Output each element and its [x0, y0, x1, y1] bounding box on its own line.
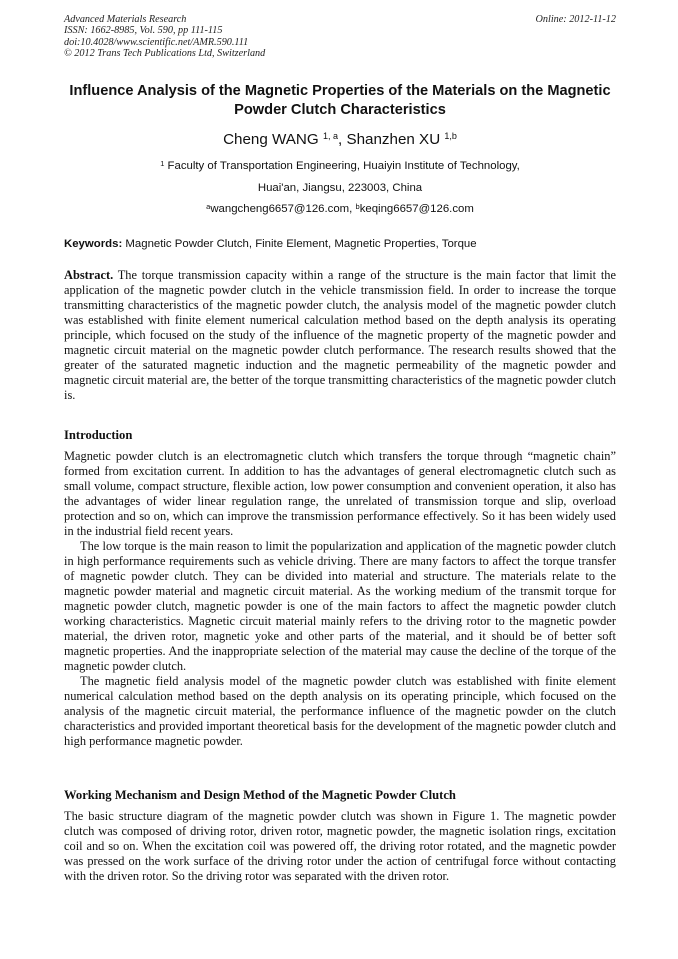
- intro-paragraph-2: The low torque is the main reason to limit the popularization and application of the magnetic powder clutch in high performance requirements such as vehicle driving. There are many factors to affect the torque transfer of magnetic powder clutch. They can be divided into material and structure. The materials relate to the magnetic powder material and magnetic circuit material. As the working medium of the transmit torque for magnetic powder clutch, magnetic powder is one of the main factors to affect the magnetic powder clutch working characteristics. Magnetic circuit material mainly refers to the driving rotor to the magnetic powder material, the driven rotor, magnetic yoke and other parts of the material, and it should be of better soft magnetic properties. And the inappropriate selection of the material may cause the decline of the torque of the magnetic powder clutch.: [64, 539, 616, 673]
- author-2-affil-sup: 1,b: [444, 131, 457, 141]
- email-a-sup: a: [206, 202, 211, 211]
- working-mechanism-heading: Working Mechanism and Design Method of the Magnetic Powder Clutch: [64, 788, 456, 802]
- working-paragraph-1: The basic structure diagram of the magnetic powder clutch was shown in Figure 1. The magnetic powder clutch was composed of driving rotor, driven rotor, magnetic powder, the magnetic isolation rings, excitation coil and so on. When the excitation coil was powered off, the driving rotor rotated, and the magnetic powder was pressed on the work surface of the driving rotor under the action of centrifugal force without contacting with the driven rotor. So the driving rotor was separated with the driven rotor.: [64, 809, 616, 883]
- working-mechanism-body: [64, 809, 616, 884]
- keywords-label: Keywords:: [64, 238, 123, 250]
- affiliation-line-2: Huai'an, Jiangsu, 223003, China: [257, 182, 423, 194]
- affiliation-text-1: Faculty of Transportation Engineering, Huaiyin Institute of Technology,: [167, 160, 520, 172]
- email-b-sup: b: [355, 202, 360, 211]
- intro-paragraph-3: The magnetic field analysis model of the magnetic powder clutch was established with finite element numerical calculation method based on the depth analysis on its operating principle, which focused on the analysis of the magnetic circuit material, the performance influence of the magnetic powder on the clutch characteristics and provided important theoretical basis for the development of the magnetic powder clutch and high performance magnetic powder.: [64, 674, 616, 748]
- author-separator: ,: [337, 131, 343, 148]
- abstract-label: Abstract.: [64, 268, 114, 282]
- issn-line: ISSN: 1662-8985, Vol. 590, pp 111-115: [64, 25, 223, 37]
- keywords: [64, 237, 616, 251]
- author-1-name: Cheng WANG: [223, 131, 319, 148]
- affiliation-sup: 1: [160, 159, 165, 168]
- email-a[interactable]: wangcheng6657@126.com,: [210, 203, 353, 215]
- author-line: [60, 130, 620, 149]
- journal-header: [64, 14, 616, 60]
- introduction-heading: Introduction: [64, 428, 133, 442]
- introduction-body: [64, 449, 616, 749]
- paper-title: Influence Analysis of the Magnetic Properties of the Materials on the Magnetic Powder Clutch Characteristics: [69, 83, 611, 118]
- journal-name: Advanced Materials Research: [64, 14, 187, 25]
- copyright-line: © 2012 Trans Tech Publications Ltd, Switzerland: [64, 48, 266, 60]
- author-1-affil-sup: 1, a: [322, 131, 338, 141]
- email-line: [60, 202, 620, 216]
- online-date: Online: 2012-11-12: [535, 14, 616, 25]
- doi-line[interactable]: doi:10.4028/www.scientific.net/AMR.590.111: [64, 36, 249, 48]
- intro-paragraph-1: Magnetic powder clutch is an electromagnetic clutch which transfers the torque through “magnetic chain” formed from excitation current. In addition to has the advantages of general electromagnetic clutch such as small volume, compact structure, flexible action, low power consumption and convenient operation, it also has the advantages of wider linear regulation range, the unrelated of transmission torque and slip, overload protection and so on, which can improve the transmission performance effectively. So it has been widely used in the industrial field recent years.: [64, 449, 616, 538]
- keywords-text: Magnetic Powder Clutch, Finite Element, Magnetic Properties, Torque: [125, 238, 477, 250]
- author-2-name: Shanzhen XU: [346, 131, 441, 148]
- abstract-text: The torque transmission capacity within a range of the structure is the main factor that limit the application of the magnetic powder clutch in the vehicle transmission field. In order to increase the torque transmitting characteristics of the magnetic powder clutch, the analysis model of the magnetic powder clutch was established with finite element numerical calculation method based on the depth analysis its operating principle, which focused on the study of the influence of the magnetic property of the magnetic powder and magnetic circuit material on the magnetic powder clutch performance. The research results showed that the greater of the saturated magnetic induction and the magnetic permeability of the magnetic powder and magnetic circuit material are, the better of the torque transmitting characteristics of the magnetic powder clutch is.: [64, 268, 616, 402]
- abstract: [64, 268, 616, 403]
- email-b[interactable]: keqing6657@126.com: [359, 203, 474, 215]
- affiliation-line-1: [60, 159, 620, 173]
